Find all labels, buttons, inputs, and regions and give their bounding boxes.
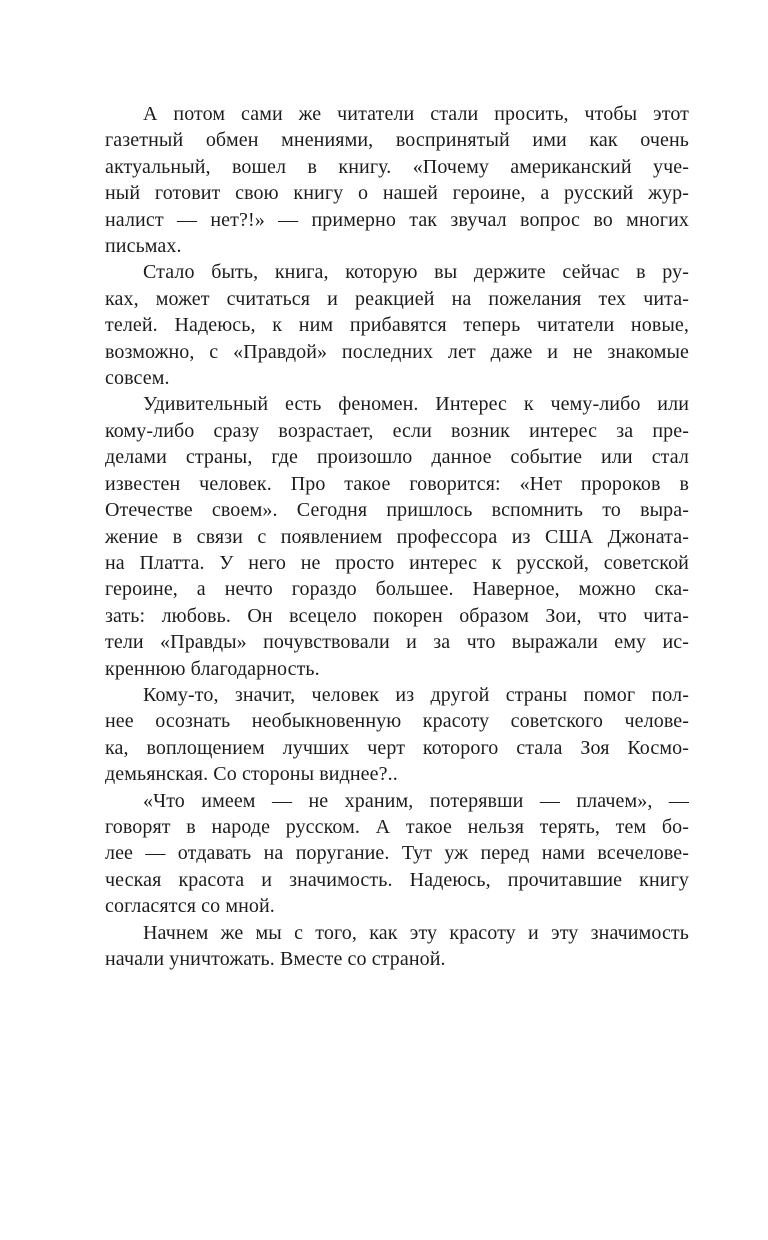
- paragraph: [105, 391, 689, 681]
- text-line: демьянская. Со стороны виднее?..: [105, 763, 398, 786]
- text-line: ческая красота и значимость. Надеюсь, прочитавшие книгу: [105, 868, 689, 891]
- paragraph: [105, 101, 689, 259]
- text-line: «Что имеем — не храним, потерявши — плачем», —: [143, 789, 689, 812]
- page-text-block: [105, 101, 689, 972]
- paragraph: [105, 788, 689, 920]
- paragraph: [105, 259, 689, 391]
- text-line: делами страны, где произошло данное событие или стал: [105, 446, 689, 469]
- text-line: возможно, с «Правдой» последних лет даже и не знакомые: [105, 340, 689, 363]
- text-line: ках, может считаться и реакцией на пожелания тех чита-: [105, 287, 689, 310]
- text-line: А потом сами же читатели стали просить, чтобы этот: [143, 103, 689, 125]
- text-line: Стало быть, книга, которую вы держите сейчас в ру-: [143, 261, 689, 284]
- text-line: говорят в народе русском. А такое нельзя терять, тем бо-: [105, 815, 689, 838]
- text-line: согласятся со мной.: [105, 895, 275, 918]
- text-line: известен человек. Про такое говорится: «Нет пророков в: [105, 472, 689, 495]
- text-line: лее — отдавать на поругание. Тут уж перед нами всечелове-: [105, 842, 689, 865]
- text-line: Кому-то, значит, человек из другой страны помог пол-: [143, 683, 689, 706]
- text-line: жение в связи с появлением профессора из США Джоната-: [105, 525, 689, 548]
- text-line: совсем.: [105, 367, 170, 390]
- paragraph: [105, 682, 689, 788]
- text-line: письмах.: [105, 235, 182, 258]
- text-line: кому-либо сразу возрастает, если возник интерес за пре-: [105, 419, 689, 442]
- text-line: ка, воплощением лучших черт которого стала Зоя Космо-: [105, 736, 689, 759]
- text-line: актуальный, вошел в книгу. «Почему американский уче-: [105, 155, 689, 178]
- text-line: телей. Надеюсь, к ним прибавятся теперь читатели новые,: [105, 314, 689, 337]
- text-line: нее осознать необыкновенную красоту советского челове-: [105, 710, 689, 733]
- text-line: на Платта. У него не просто интерес к русской, советской: [105, 551, 689, 574]
- text-line: газетный обмен мнениями, воспринятый ими как очень: [105, 129, 689, 152]
- text-line: налист — нет?!» — примерно так звучал вопрос во многих: [105, 208, 689, 231]
- text-line: тели «Правды» почувствовали и за что выражали ему ис-: [105, 631, 689, 654]
- text-line: ный готовит свою книгу о нашей героине, а русский жур-: [105, 182, 689, 205]
- text-line: начали уничтожать. Вместе со страной.: [105, 948, 446, 970]
- paragraph: [105, 920, 689, 973]
- text-line: зать: любовь. Он всецело покорен образом Зои, что чита-: [105, 604, 689, 627]
- text-line: Отечестве своем». Сегодня пришлось вспомнить то выра-: [105, 499, 689, 522]
- text-line: Удивительный есть феномен. Интерес к чему-либо или: [143, 393, 689, 416]
- text-line: креннюю благодарность.: [105, 657, 320, 680]
- text-line: героине, а нечто гораздо большее. Наверное, можно ска-: [105, 578, 689, 601]
- text-line: Начнем же мы с того, как эту красоту и эту значимость: [143, 921, 689, 944]
